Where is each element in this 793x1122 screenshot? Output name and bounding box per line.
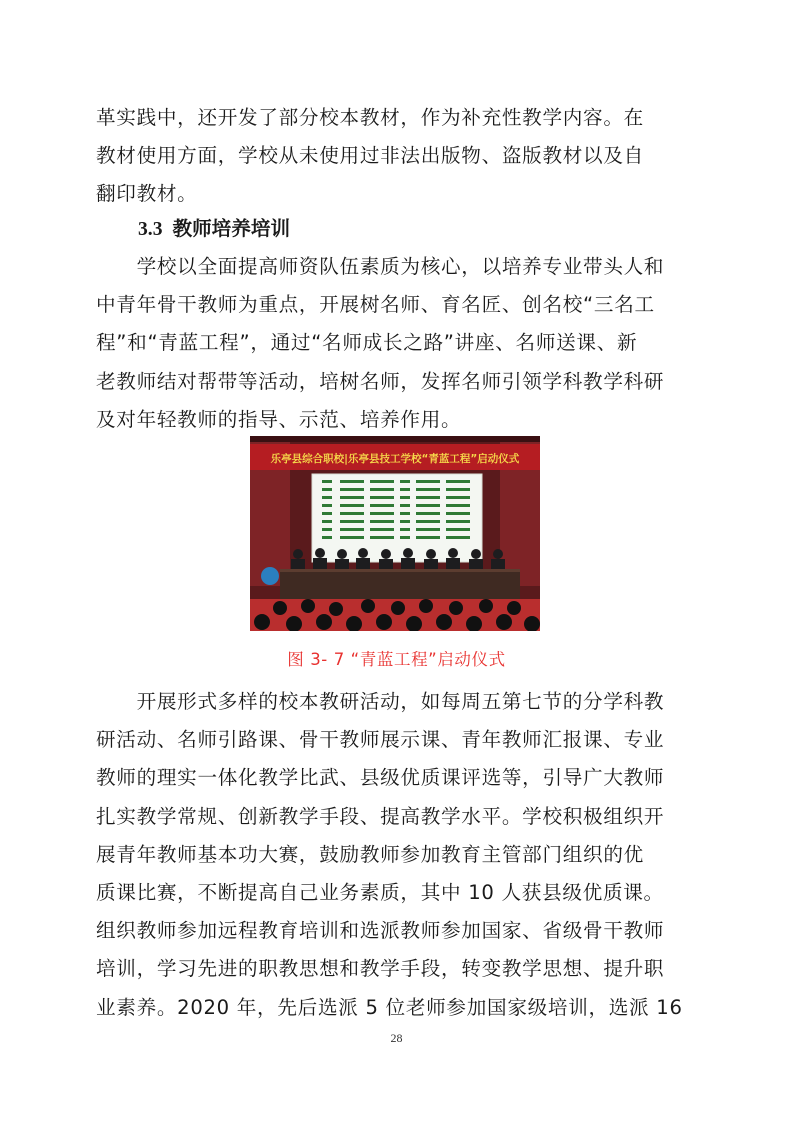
text-line: 展青年教师基本功大赛，鼓励教师参加教育主管部门组织的优 <box>96 842 644 866</box>
text-line: 扎实教学常规、创新教学手段、提高教学水平。学校积极组织开 <box>96 804 665 828</box>
text-line: 开展形式多样的校本教研活动，如每周五第七节的分学科教 <box>96 690 665 713</box>
section-number: 3.3 <box>138 219 163 240</box>
text-line: 业素养。2020 年，先后选派 5 位老师参加国家级培训，选派 16 <box>96 995 683 1019</box>
text-line: 中青年骨干教师为重点，开展树名师、育名匠、创名校“三名工 <box>96 293 655 317</box>
text-line: 培训，学习先进的职教思想和教学手段，转变教学思想、提升职 <box>96 957 665 981</box>
paragraph-research-activities <box>96 683 700 1027</box>
paragraph-teacher-training <box>96 248 700 439</box>
text-line: 老教师结对帮带等活动，培树名师，发挥名师引领学科教学科研 <box>96 369 665 393</box>
text-line: 组织教师参加远程教育培训和选派教师参加国家、省级骨干教师 <box>96 919 665 943</box>
section-heading <box>138 212 290 247</box>
text-line: 研活动、名师引路课、骨干教师展示课、青年教师汇报课、专业 <box>96 728 665 752</box>
text-line: 革实践中，还开发了部分校本教材，作为补充性教学内容。在 <box>96 106 644 129</box>
page-number: 28 <box>390 1031 403 1045</box>
section-title: 教师培养培训 <box>172 217 291 240</box>
school-emblem-icon <box>261 567 279 585</box>
text-line: 及对年轻教师的指导、示范、培养作用。 <box>96 407 462 431</box>
text-line: 教师的理实一体化教学比武、县级优质课评选等，引导广大教师 <box>96 766 665 790</box>
ceremony-photo <box>250 436 540 631</box>
text-line: 翻印教材。 <box>96 182 198 206</box>
text-line: 教材使用方面，学校从未使用过非法出版物、盗版教材以及自 <box>96 144 644 168</box>
figure-caption: 图 3- 7 “青蓝工程”启动仪式 <box>287 650 506 669</box>
banner-text: 乐亭县综合职校|乐亭县技工学校“青蓝工程”启动仪式 <box>270 453 520 465</box>
text-line: 程”和“青蓝工程”，通过“名师成长之路”讲座、名师送课、新 <box>96 331 638 355</box>
text-line: 质课比赛，不断提高自己业务素质，其中 10 人获县级优质课。 <box>96 880 664 904</box>
text-line: 学校以全面提高师资队伍素质为核心，以培养专业带头人和 <box>96 255 665 278</box>
paragraph-top <box>96 99 700 214</box>
